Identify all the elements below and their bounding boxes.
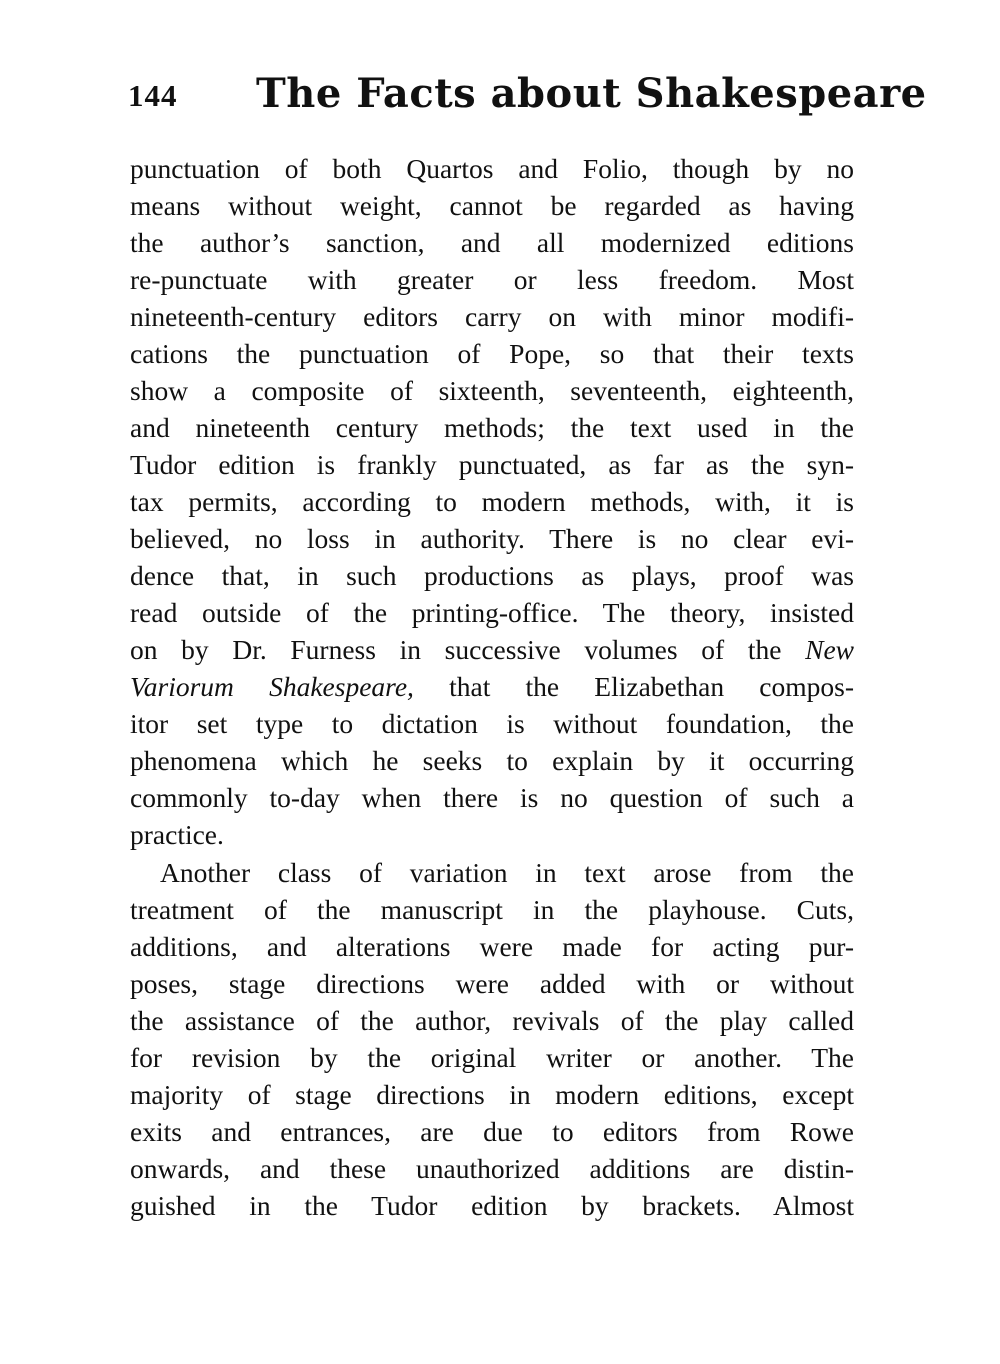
running-title: The Facts about Shakespeare [256, 70, 927, 117]
italic-title-fragment: New [805, 634, 854, 665]
page-number: 144 [128, 78, 178, 113]
text-line: tax permits, according to modern methods, with, it is [130, 486, 854, 517]
text-line: means without weight, cannot be regarded as having [130, 190, 854, 221]
text-line: believed, no loss in authority. There is no clear evi- [130, 523, 854, 554]
text-segment: that the Elizabethan compos- [413, 671, 854, 702]
text-line-with-italic [130, 668, 854, 705]
page-body [130, 150, 854, 1224]
text-line: dence that, in such productions as plays, proof was [130, 560, 854, 591]
text-line: the assistance of the author, revivals of the play called [130, 1005, 854, 1036]
text-line: guished in the Tudor edition by brackets. Almost [130, 1190, 854, 1221]
text-segment: on by Dr. Furness in successive volumes of the [130, 634, 782, 665]
text-line: cations the punctuation of Pope, so that their texts [130, 338, 854, 369]
text-line: re-punctuate with greater or less freedom. Most [130, 264, 854, 295]
text-line: commonly to-day when there is no question of such a [130, 782, 854, 813]
text-line: show a composite of sixteenth, seventeenth, eighteenth, [130, 375, 854, 406]
text-line: Another class of variation in text arose from the [160, 857, 854, 888]
text-line: for revision by the original writer or another. The [130, 1042, 854, 1073]
paragraph-2 [130, 854, 854, 1224]
text-line: phenomena which he seeks to explain by it occurring [130, 745, 854, 776]
text-line: practice. [130, 819, 224, 850]
text-line: treatment of the manuscript in the playhouse. Cuts, [130, 894, 854, 925]
page-header [128, 70, 927, 130]
text-line: the author’s sanction, and all modernized editions [130, 227, 854, 258]
text-line-with-italic [130, 631, 854, 668]
text-line: punctuation of both Quartos and Folio, though by no [130, 153, 854, 184]
paragraph-1 [130, 150, 854, 853]
text-line: onwards, and these unauthorized additions are distin- [130, 1153, 854, 1184]
text-line: majority of stage directions in modern editions, except [130, 1079, 854, 1110]
italic-title-fragment: Variorum Shakespeare, [130, 671, 414, 702]
text-line: additions, and alterations were made for acting pur- [130, 931, 854, 962]
text-line: poses, stage directions were added with or without [130, 968, 854, 999]
text-line: exits and entrances, are due to editors from Rowe [130, 1116, 854, 1147]
text-line: and nineteenth century methods; the text used in the [130, 412, 854, 443]
text-line: Tudor edition is frankly punctuated, as far as the syn- [130, 449, 854, 480]
text-line: read outside of the printing-office. The theory, insisted [130, 597, 854, 628]
text-line: itor set type to dictation is without foundation, the [130, 708, 854, 739]
text-line: nineteenth-century editors carry on with minor modifi- [130, 301, 854, 332]
